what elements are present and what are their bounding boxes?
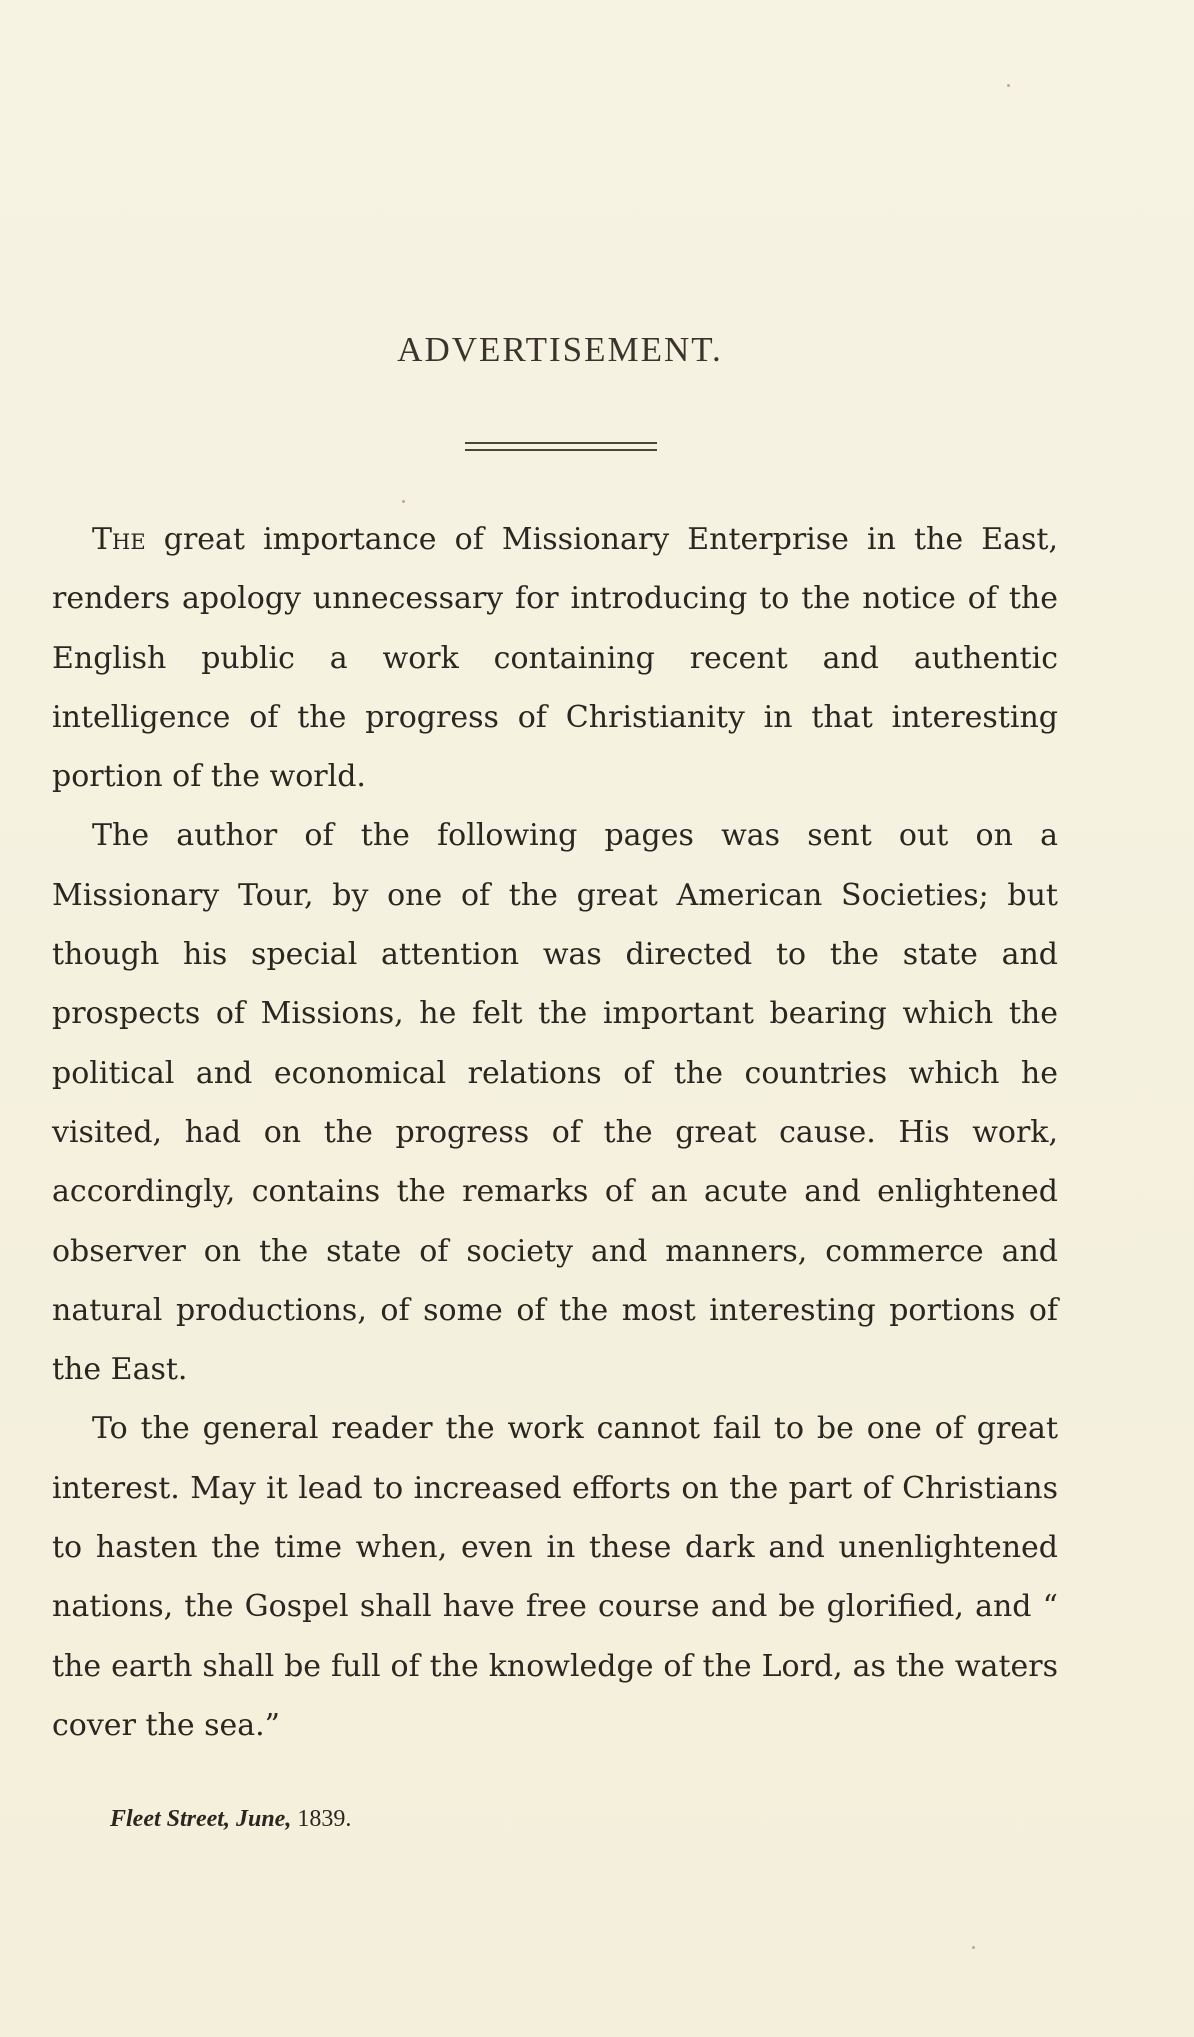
paper-speck (972, 1946, 975, 1949)
double-rule-bottom (465, 449, 657, 451)
page-title: ADVERTISEMENT. (397, 330, 723, 369)
paragraph-2-text: The author of the following pages was sent out on a Missionary Tour, by one of the great American Societies; but though his special attention was directed to the state and prospects of Missions, he felt the important bearing which the political and economical relations of the countries which he visited, had on the progress of the great cause. His work, accordingly, contains the remarks of an acute and enlightened observer on the state of society and manners, commerce and natural productions, of some of the most interesting portions of the East. (52, 818, 1058, 1388)
paper-speck (402, 500, 405, 503)
paragraph-1-text: great importance of Missionary Enterprise in the East, renders apology unnecessary for introducing to the notice of the English public a work containing recent and authentic intelligence of the progress of Christianity in that interesting portion of the world. (52, 522, 1058, 795)
paragraph-2 (52, 806, 1058, 1399)
paragraph-1 (52, 510, 1058, 806)
paper-speck (1007, 84, 1010, 87)
signature-year: 1839. (297, 1806, 352, 1832)
signature-line (110, 1806, 351, 1833)
double-rule-top (465, 442, 657, 444)
signature-place: Fleet Street, June, (110, 1806, 292, 1832)
paragraph-3 (52, 1399, 1058, 1755)
advertisement-body (52, 510, 1058, 1755)
paragraph-1-lead: The (92, 522, 146, 557)
paragraph-3-text: To the general reader the work cannot fail to be one of great interest. May it lead to increased efforts on the part of Christians to hasten the time when, even in these dark and unenlightened nations, the Gospel shall have free course and be glorified, and “ the earth shall be full of the knowledge of the Lord, as the waters cover the sea.” (52, 1411, 1058, 1743)
